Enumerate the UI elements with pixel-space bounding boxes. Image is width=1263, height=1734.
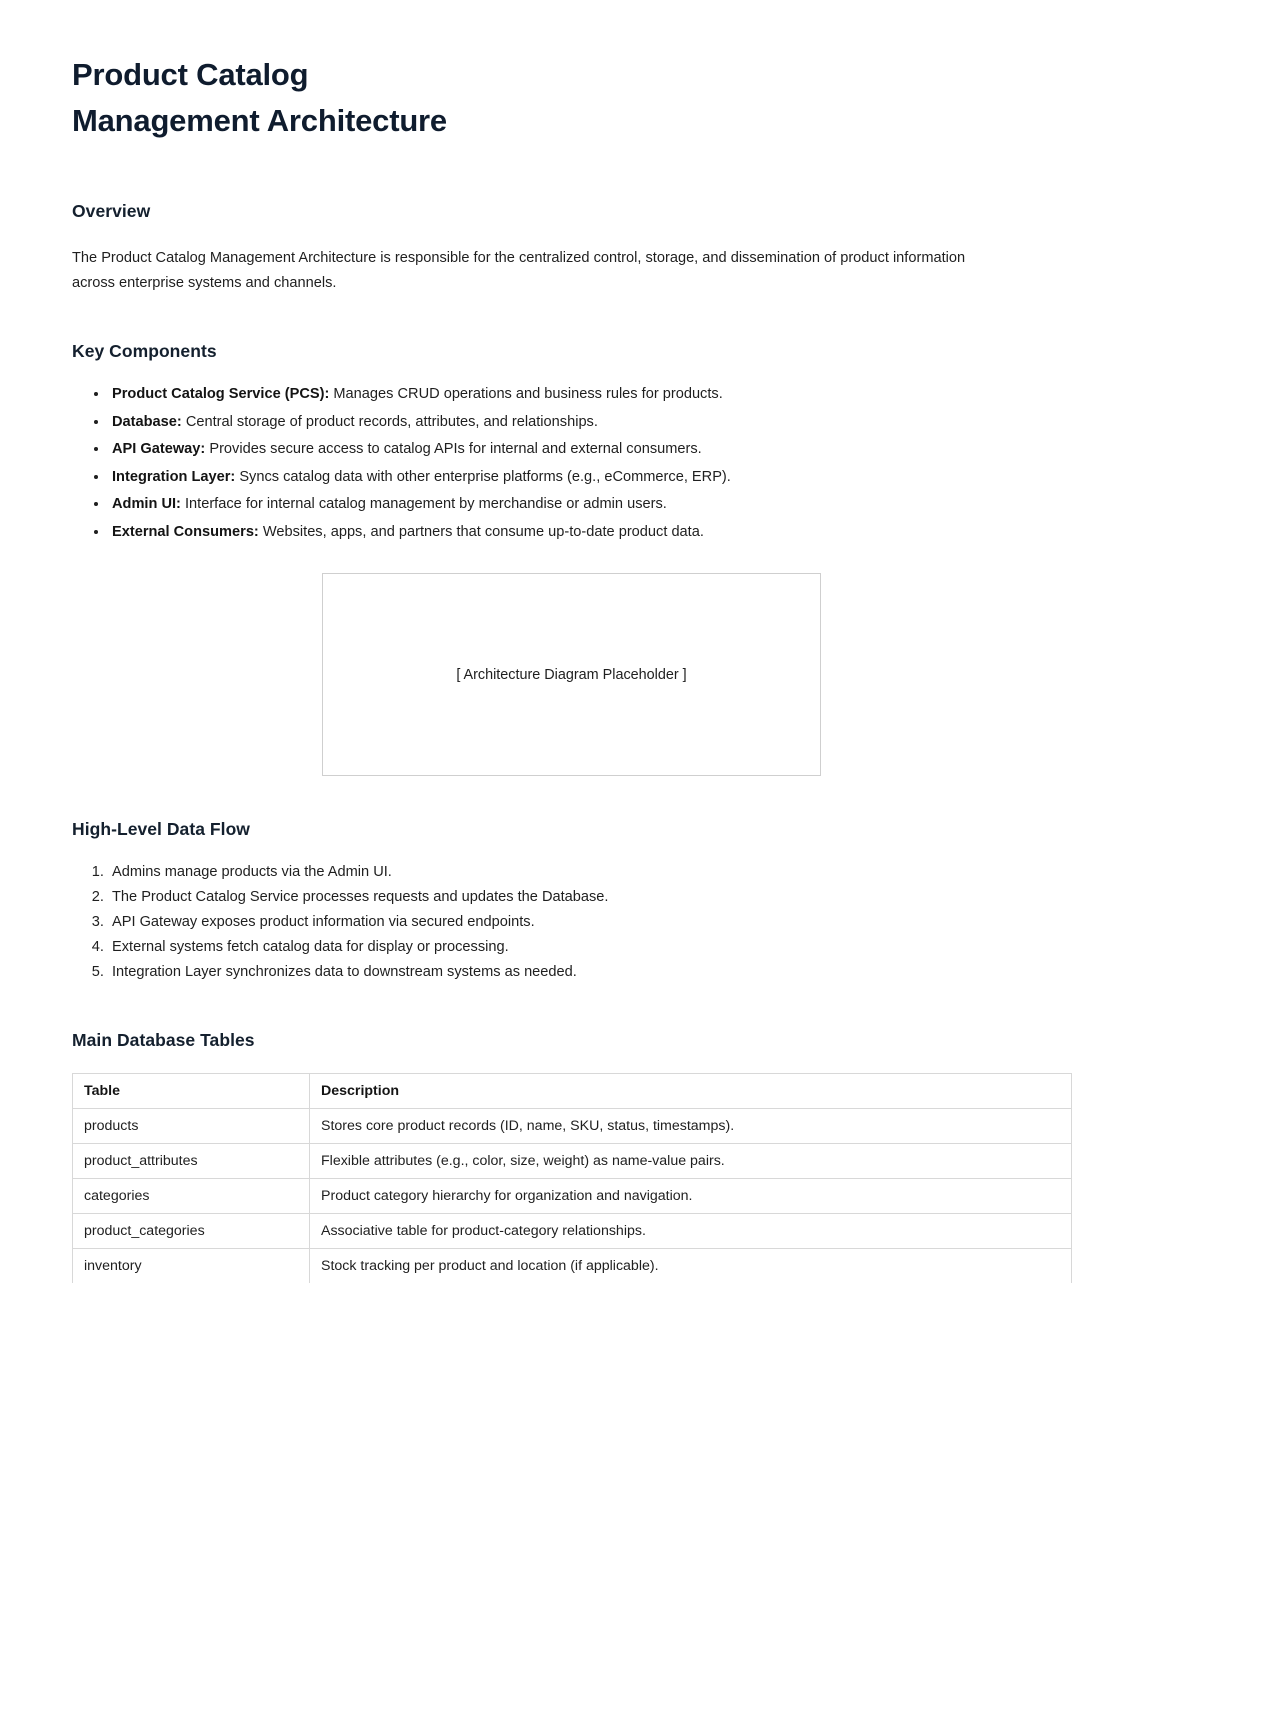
list-item-text: Provides secure access to catalog APIs for internal and external consumers. xyxy=(205,441,702,457)
list-item xyxy=(109,382,1191,408)
cell-description: Product category hierarchy for organization and navigation. xyxy=(310,1179,1072,1214)
page-title: Product Catalog Management Architecture xyxy=(72,57,447,138)
database-tables-heading: Main Database Tables xyxy=(72,1030,255,1050)
overview-paragraph: The Product Catalog Management Architecture is responsible for the centralized control, storage, and dissemination of product information across enterprise systems and channels. xyxy=(72,250,966,291)
cell-table-name: products xyxy=(73,1109,310,1144)
data-flow-heading: High-Level Data Flow xyxy=(72,819,250,839)
cell-table-name: product_attributes xyxy=(73,1144,310,1179)
list-item-text: Websites, apps, and partners that consume up-to-date product data. xyxy=(258,523,704,540)
table-row xyxy=(73,1144,1072,1179)
section-overview xyxy=(72,201,1191,296)
key-components-heading: Key Components xyxy=(72,341,217,361)
list-item xyxy=(109,520,1191,546)
cell-table-name: product_categories xyxy=(73,1214,310,1249)
section-key-components xyxy=(72,341,1191,545)
list-item-text: Central storage of product records, attributes, and relationships. xyxy=(181,413,598,430)
cell-description: Stores core product records (ID, name, SKU, status, timestamps). xyxy=(310,1109,1072,1144)
table-header-row xyxy=(73,1074,1072,1109)
list-item-label: Product Catalog Service (PCS): xyxy=(112,386,330,402)
list-item: 5. Integration Layer synchronizes data to downstream systems as needed. xyxy=(108,960,1191,985)
list-item-label: Admin UI: xyxy=(112,496,181,512)
list-item xyxy=(109,437,1191,463)
list-item: 4. External systems fetch catalog data for display or processing. xyxy=(108,935,1191,960)
list-item: 3. API Gateway exposes product information via secured endpoints. xyxy=(108,910,1191,935)
cell-table-name: categories xyxy=(73,1179,310,1214)
list-item-label: External Consumers: xyxy=(112,523,259,540)
list-item: 1. Admins manage products via the Admin UI. xyxy=(108,860,1191,885)
table-row xyxy=(73,1214,1072,1249)
architecture-diagram-placeholder xyxy=(322,573,821,776)
database-tables-table xyxy=(72,1073,1072,1283)
table-body xyxy=(73,1109,1072,1284)
key-components-list xyxy=(72,382,1191,545)
list-item-label: Database: xyxy=(112,413,182,430)
section-database-tables xyxy=(72,1030,1191,1283)
table-row xyxy=(73,1249,1072,1284)
list-item xyxy=(109,465,1191,491)
list-item-text: Interface for internal catalog management by merchandise or admin users. xyxy=(180,496,667,512)
list-item xyxy=(109,492,1191,518)
list-item-label: API Gateway: xyxy=(112,441,206,457)
cell-table-name: inventory xyxy=(73,1249,310,1284)
column-header-table: Table xyxy=(73,1074,310,1109)
list-item-text: Manages CRUD operations and business rules for products. xyxy=(329,386,723,402)
list-item-text: Syncs catalog data with other enterprise platforms (e.g., eCommerce, ERP). xyxy=(235,468,731,485)
column-header-description: Description xyxy=(310,1074,1072,1109)
list-item-label: Integration Layer: xyxy=(112,468,236,485)
table-row xyxy=(73,1109,1072,1144)
cell-description: Flexible attributes (e.g., color, size, weight) as name-value pairs. xyxy=(310,1144,1072,1179)
data-flow-list xyxy=(72,860,1191,985)
cell-description: Associative table for product-category relationships. xyxy=(310,1214,1072,1249)
section-data-flow xyxy=(72,819,1191,985)
list-item: 2. The Product Catalog Service processes requests and updates the Database. xyxy=(108,885,1191,910)
list-item xyxy=(109,410,1191,436)
cell-description: Stock tracking per product and location (if applicable). xyxy=(310,1249,1072,1284)
table-header xyxy=(73,1074,1072,1109)
diagram-placeholder-text: [ Architecture Diagram Placeholder ] xyxy=(456,666,687,683)
overview-heading: Overview xyxy=(72,201,151,221)
table-row xyxy=(73,1179,1072,1214)
